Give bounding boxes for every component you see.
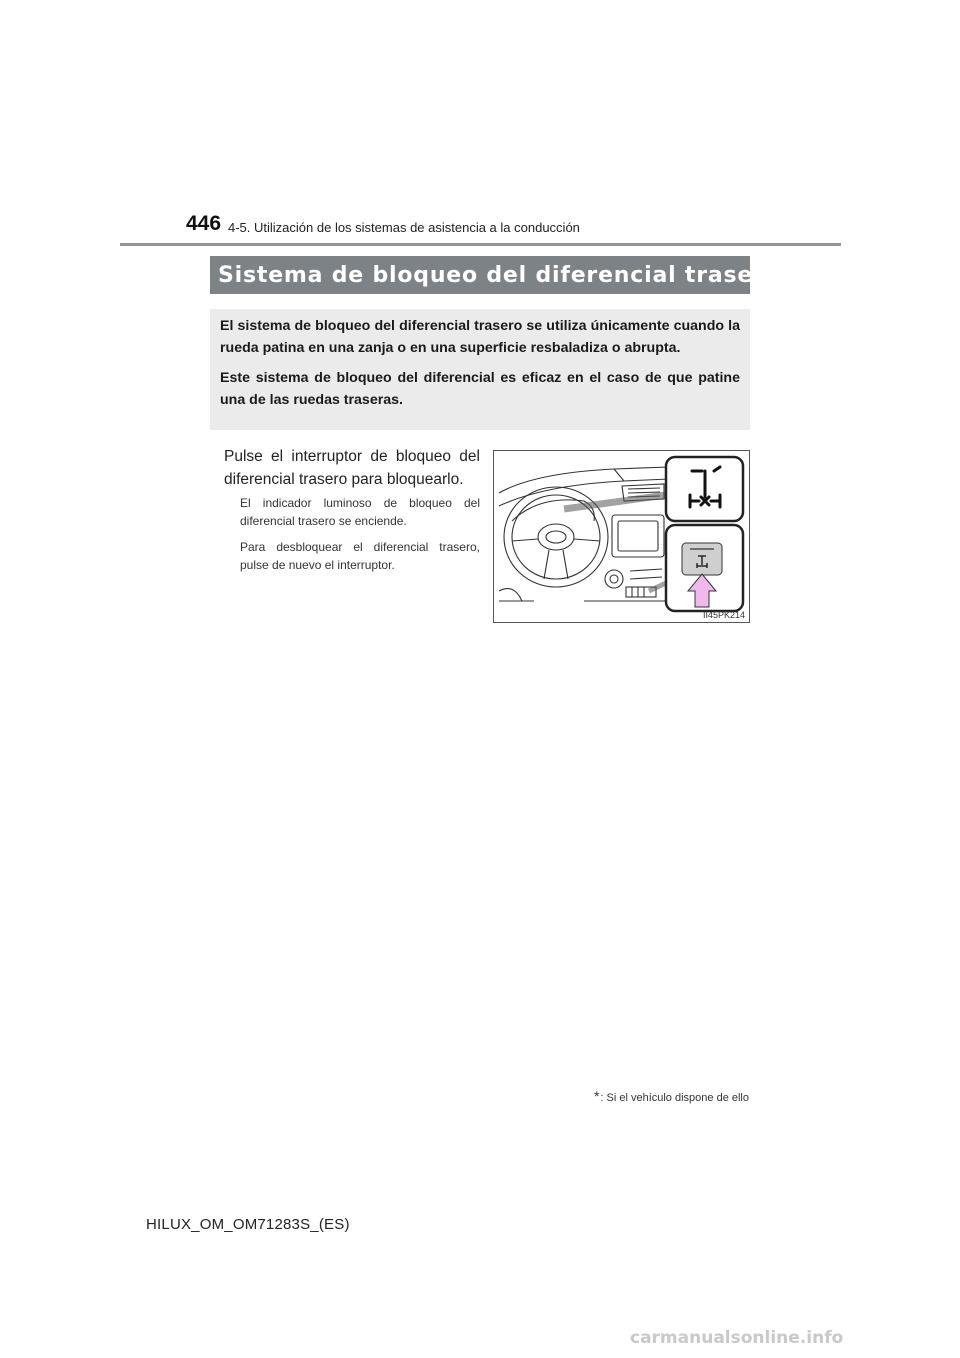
header-divider — [120, 243, 841, 246]
step-note-2: Para desbloquear el diferencial trasero, pulse de nuevo el interruptor. — [240, 540, 480, 572]
intro-box — [210, 309, 750, 430]
footnote-marker: * — [593, 1088, 600, 1104]
step-note-1: El indicador luminoso de bloqueo del diferencial trasero se enciende. — [240, 496, 480, 528]
footnote-text: : Si el vehículo dispone de ello — [600, 1092, 749, 1104]
diff-lock-indicator-icon — [666, 457, 743, 521]
document-id: HILUX_OM_OM71283S_(ES) — [146, 1216, 350, 1233]
intro-paragraph-1: El sistema de bloqueo del diferencial trasero se utiliza únicamente cuando la rueda patina en una zanja o en una superficie resbaladiza o abrupta. — [220, 318, 740, 356]
page-title: Sistema de bloqueo del diferencial trasero — [218, 262, 781, 288]
dashboard-illustration — [493, 450, 750, 623]
title-bar — [210, 256, 789, 294]
intro-paragraph-2: Este sistema de bloqueo del diferencial es eficaz en el caso de que patine una de las ruedas traseras. — [220, 370, 740, 408]
section-title: 4-5. Utilización de los sistemas de asistencia a la conducción — [228, 220, 580, 235]
page-number: 446 — [186, 212, 222, 235]
figure-code: II45PK214 — [702, 610, 745, 620]
optional-marker: * — [782, 260, 789, 277]
footnote — [594, 1088, 749, 1104]
dashboard-drawing — [494, 451, 749, 622]
step-instruction: Pulse el interruptor de bloqueo del diferencial trasero para bloquearlo. — [224, 448, 480, 488]
watermark[interactable]: carmanualsonline.info — [630, 1328, 844, 1348]
